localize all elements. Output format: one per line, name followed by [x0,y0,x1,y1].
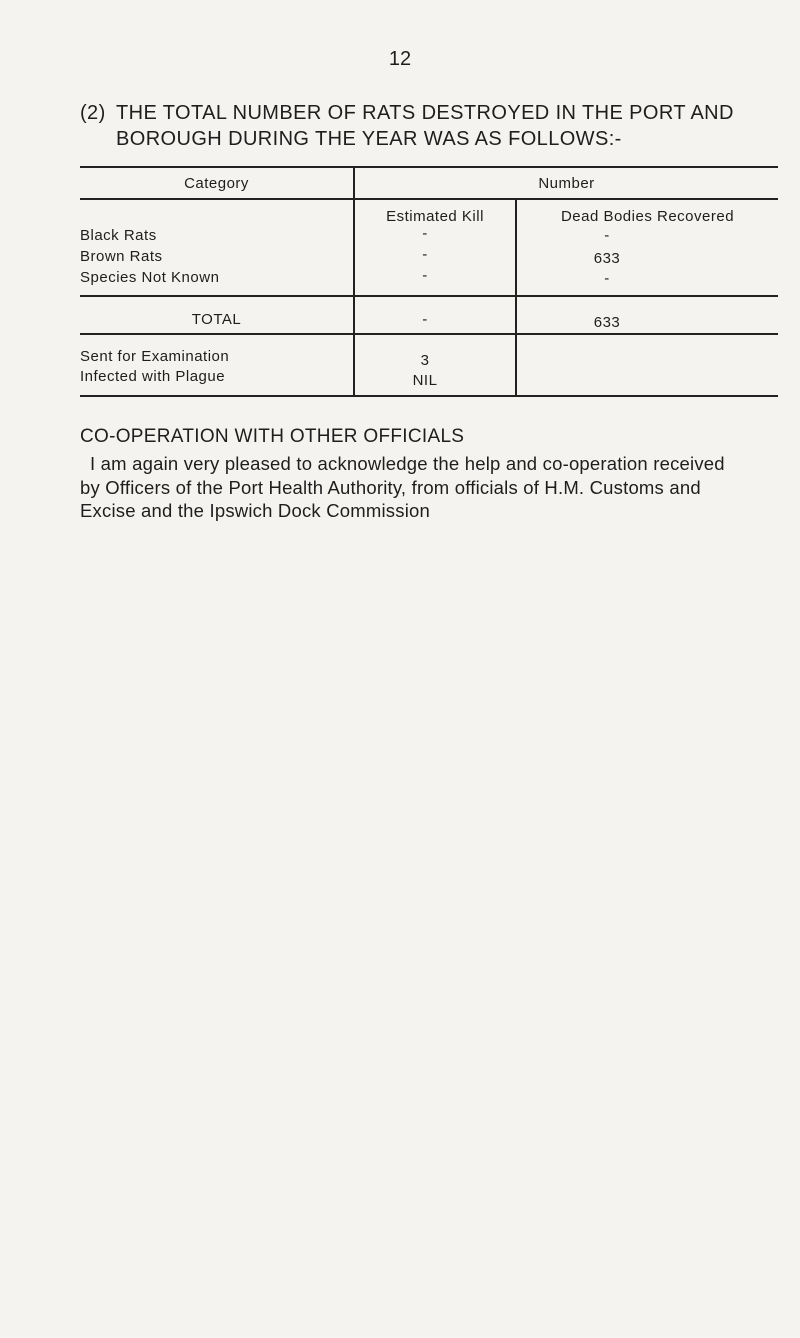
cell-dead-unknown: - [604,270,610,287]
table-rule-total [80,333,778,335]
row-label-total: TOTAL [191,311,242,328]
cell-infected-with-plague: NIL [412,372,438,389]
heading-line-1: (2) THE TOTAL NUMBER OF RATS DESTROYED IN THE PORT AND [80,102,734,124]
cooperation-title: CO-OPERATION WITH OTHER OFFICIALS [80,426,465,447]
row-label-species-not-known: Species Not Known [80,269,220,286]
cell-dead-brown: 633 [593,250,621,267]
cell-total-estimated: - [422,311,428,328]
col-header-category: Category [184,175,249,192]
table-rule-header [80,198,778,200]
col-header-number: Number [538,175,595,192]
table-rule-top [80,166,778,168]
page-number: 12 [388,48,412,70]
heading-number: (2) [80,102,106,124]
row-label-black-rats: Black Rats [80,227,157,244]
sub-header-estimated-kill: Estimated Kill [386,208,484,225]
paragraph-line-1: I am again very pleased to acknowledge the help and co-operation received [90,453,725,474]
paragraph-line-2: by Officers of the Port Health Authority, from officials of H.M. Customs and [80,476,701,498]
table-rule-body [80,295,778,297]
row-label-brown-rats: Brown Rats [80,248,163,265]
cell-dead-black: - [604,227,610,244]
cell-sent-for-examination: 3 [420,352,430,369]
table-rule-bottom [80,395,778,397]
section-heading [80,100,780,152]
sub-header-dead-bodies: Dead Bodies Recovered [560,208,735,225]
row-label-infected-with-plague: Infected with Plague [80,368,226,385]
cell-estimated-black: - [422,225,428,242]
cell-estimated-unknown: - [422,267,428,284]
cell-estimated-brown: - [422,246,428,263]
row-label-sent-for-examination: Sent for Examination [80,348,230,365]
heading-line-2: BOROUGH DURING THE YEAR WAS AS FOLLOWS:- [116,128,622,150]
paragraph-line-3: Excise and the Ipswich Dock Commission [80,500,430,521]
cell-total-dead: 633 [593,314,621,331]
cooperation-paragraph [80,452,770,523]
